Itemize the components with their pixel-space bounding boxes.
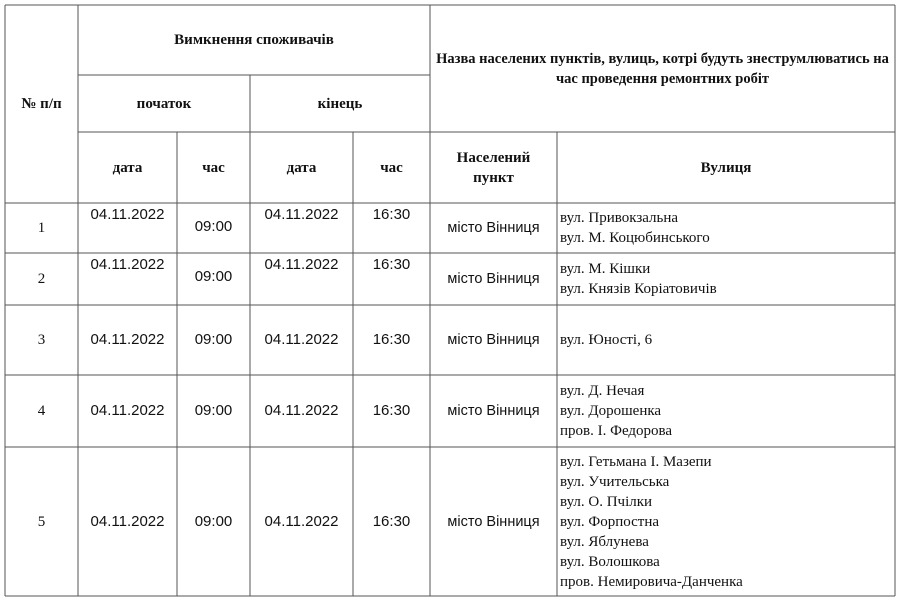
street-list	[557, 253, 895, 305]
start-time: 09:00	[194, 512, 233, 530]
end-date: 04.11.2022	[264, 331, 339, 348]
street-name: пров. Немировича-Данченка	[560, 573, 743, 590]
header-number: № п/п	[21, 96, 62, 112]
end-date: 04.11.2022	[264, 402, 339, 419]
street-list	[557, 305, 895, 375]
street-name: вул. Учительська	[560, 473, 670, 490]
street-name: вул. Форпостна	[560, 513, 660, 530]
start-time: 09:00	[194, 268, 233, 285]
street-name: вул. Привокзальна	[560, 210, 679, 226]
start-time: 09:00	[194, 331, 233, 348]
start-date: 04.11.2022	[90, 331, 165, 348]
header-settlement: Населений пункт	[456, 149, 531, 186]
row-number: 4	[37, 403, 46, 419]
header-street: Вулиця	[700, 159, 752, 176]
start-time: 09:00	[194, 218, 233, 235]
row-number: 1	[37, 220, 46, 236]
settlement: місто Вінниця	[447, 332, 540, 348]
street-name: вул. Волошкова	[560, 553, 660, 570]
start-time: 09:00	[194, 402, 233, 419]
street-name: вул. Гетьмана І. Мазепи	[560, 453, 712, 470]
start-date: 04.11.2022	[90, 402, 165, 419]
end-date: 04.11.2022	[264, 206, 339, 223]
header-end-date: дата	[286, 159, 317, 176]
street-list	[557, 447, 895, 596]
end-time: 16:30	[372, 402, 411, 419]
header-start: початок	[136, 95, 192, 112]
row-number: 5	[37, 513, 46, 530]
street-name: вул. Д. Нечая	[560, 383, 645, 399]
street-list	[557, 203, 895, 253]
street-list	[557, 375, 895, 447]
settlement: місто Вінниця	[447, 513, 540, 530]
street-name: вул. Дорошенка	[560, 403, 662, 419]
street-name: пров. І. Федорова	[560, 423, 673, 439]
header-places-title: Назва населених пунктів, вулиць, котрі будуть знеструмлюватись на час проведення ремонтних робіт	[436, 50, 889, 87]
end-time: 16:30	[372, 331, 411, 348]
settlement: місто Вінниця	[447, 403, 540, 419]
header-end: кінець	[317, 95, 363, 112]
street-name: вул. Яблунева	[560, 533, 649, 550]
street-name: вул. О. Пчілки	[560, 493, 653, 510]
end-time: 16:30	[372, 256, 411, 273]
street-name: вул. М. Коцюбинського	[560, 230, 710, 246]
end-time: 16:30	[372, 512, 411, 530]
header-start-date: дата	[112, 159, 143, 176]
end-date: 04.11.2022	[264, 256, 339, 273]
street-name: вул. М. Кішки	[560, 261, 651, 277]
end-time: 16:30	[372, 206, 411, 223]
start-date: 04.11.2022	[90, 206, 165, 223]
street-name: вул. Юності, 6	[560, 332, 653, 348]
end-date: 04.11.2022	[264, 512, 339, 530]
settlement: місто Вінниця	[447, 220, 540, 236]
header-end-time: час	[380, 159, 403, 176]
start-date: 04.11.2022	[90, 512, 165, 530]
settlement: місто Вінниця	[447, 271, 540, 287]
row-number: 3	[37, 332, 46, 348]
header-shutdown: Вимкнення споживачів	[174, 32, 334, 48]
start-date: 04.11.2022	[90, 256, 165, 273]
street-name: вул. Князів Коріатовичів	[560, 281, 717, 297]
row-number: 2	[37, 271, 46, 287]
header-start-time: час	[202, 159, 225, 176]
